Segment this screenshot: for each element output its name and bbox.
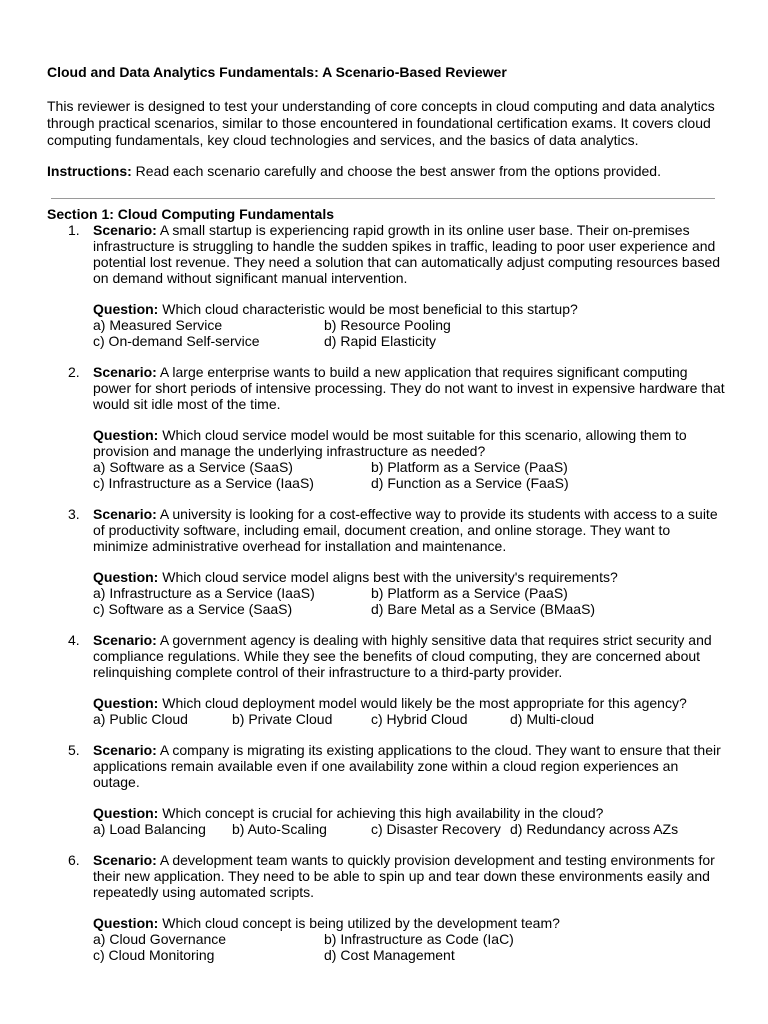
scenario-body: A company is migrating its existing applications to the cloud. They want to ensure that their applications remain available even if one availability zone within a cloud region experiences an outage.: [93, 742, 721, 790]
answer-option: d) Multi-cloud: [510, 711, 595, 727]
answer-option: b) Infrastructure as Code (IaC): [324, 931, 514, 947]
question-body: Which cloud deployment model would likely be the most appropriate for this agency?: [158, 695, 687, 711]
scenario-text: [93, 852, 727, 900]
question-label: Question:: [93, 915, 159, 931]
answer-option: c) Cloud Monitoring: [93, 947, 215, 963]
answer-option: a) Infrastructure as a Service (IaaS): [93, 585, 315, 601]
answer-options: [93, 585, 727, 617]
question-list: [47, 222, 727, 963]
answer-option: a) Load Balancing: [93, 821, 206, 837]
scenario-label: Scenario:: [93, 852, 157, 868]
question-body: Which concept is crucial for achieving this high availability in the cloud?: [158, 805, 604, 821]
answer-option: b) Private Cloud: [232, 711, 333, 727]
answer-option: b) Platform as a Service (PaaS): [371, 459, 568, 475]
scenario-label: Scenario:: [93, 506, 157, 522]
question-label: Question:: [93, 805, 159, 821]
scenario-label: Scenario:: [93, 632, 157, 648]
answer-option: d) Bare Metal as a Service (BMaaS): [371, 601, 596, 617]
section-title: Section 1: Cloud Computing Fundamentals: [47, 206, 334, 222]
scenario-label: Scenario:: [93, 222, 157, 238]
scenario-body: A development team wants to quickly provision development and testing environments for their new application. They need to be able to spin up and tear down these environments easily and repeatedly using automated scripts.: [93, 852, 715, 900]
question-item: [47, 222, 727, 349]
answer-options: [93, 711, 727, 727]
question-text: [93, 301, 727, 317]
question-item: [47, 742, 727, 837]
question-label: Question:: [93, 569, 159, 585]
scenario-label: Scenario:: [93, 364, 157, 380]
question-number: 6.: [68, 852, 80, 868]
answer-option: c) Hybrid Cloud: [371, 711, 468, 727]
answer-option: a) Software as a Service (SaaS): [93, 459, 293, 475]
question-body: Which cloud service model would be most suitable for this scenario, allowing them to provision and manage the underlying infrastructure as needed?: [93, 427, 687, 459]
scenario-label: Scenario:: [93, 742, 157, 758]
answer-options: [93, 459, 727, 491]
question-number: 2.: [68, 364, 80, 380]
answer-options: [93, 931, 727, 963]
answer-options: [93, 821, 727, 837]
question-text: [93, 805, 727, 821]
question-item: [47, 364, 727, 491]
instructions-text: Read each scenario carefully and choose the best answer from the options provided.: [131, 163, 661, 179]
question-text: [93, 915, 727, 931]
question-text: [93, 569, 727, 585]
scenario-body: A government agency is dealing with highly sensitive data that requires strict security and compliance regulations. While they see the benefits of cloud computing, they are concerned about relinquishing complete control of their infrastructure to a third-party provider.: [93, 632, 712, 680]
question-body: Which cloud service model aligns best with the university's requirements?: [158, 569, 618, 585]
answer-option: a) Measured Service: [93, 317, 223, 333]
answer-option: a) Public Cloud: [93, 711, 188, 727]
scenario-text: [93, 632, 727, 680]
answer-option: c) On-demand Self-service: [93, 333, 260, 349]
scenario-body: A university is looking for a cost-effective way to provide its students with access to a suite of productivity software, including email, document creation, and online storage. They want to minimize administrative overhead for installation and maintenance.: [93, 506, 718, 554]
scenario-text: [93, 364, 727, 412]
answer-option: b) Resource Pooling: [324, 317, 451, 333]
answer-option: d) Function as a Service (FaaS): [371, 475, 569, 491]
answer-option: b) Platform as a Service (PaaS): [371, 585, 568, 601]
answer-option: d) Redundancy across AZs: [510, 821, 679, 837]
answer-option: c) Infrastructure as a Service (IaaS): [93, 475, 314, 491]
question-number: 1.: [68, 222, 80, 238]
answer-options: [93, 317, 727, 349]
question-number: 4.: [68, 632, 80, 648]
question-text: [93, 695, 727, 711]
question-label: Question:: [93, 301, 159, 317]
question-number: 3.: [68, 506, 80, 522]
answer-option: d) Cost Management: [324, 947, 455, 963]
question-body: Which cloud concept is being utilized by the development team?: [158, 915, 560, 931]
document-page: [47, 64, 727, 978]
instructions-label: Instructions:: [47, 163, 132, 179]
question-label: Question:: [93, 695, 159, 711]
scenario-body: A large enterprise wants to build a new application that requires significant computing power for short periods of intensive processing. They do not want to invest in expensive hardware that would sit idle most of the time.: [93, 364, 725, 412]
question-text: [93, 427, 727, 459]
intro-paragraph: This reviewer is designed to test your understanding of core concepts in cloud computing and data analytics through practical scenarios, similar to those encountered in foundational certification exams. It covers cloud computing fundamentals, key cloud technologies and services, and the basics of data analytics.: [47, 98, 715, 148]
scenario-body: A small startup is experiencing rapid growth in its online user base. Their on-premises infrastructure is struggling to handle the sudden spikes in traffic, leading to poor user experience and potential lost revenue. They need a solution that can automatically adjust computing resources based on demand without significant manual intervention.: [93, 222, 721, 286]
question-item: [47, 632, 727, 727]
scenario-text: [93, 506, 727, 554]
question-item: [47, 852, 727, 963]
question-label: Question:: [93, 427, 159, 443]
scenario-text: [93, 742, 727, 790]
document-title: Cloud and Data Analytics Fundamentals: A Scenario-Based Reviewer: [47, 64, 507, 80]
instructions-paragraph: [47, 163, 727, 179]
question-item: [47, 506, 727, 617]
answer-option: c) Software as a Service (SaaS): [93, 601, 293, 617]
answer-option: b) Auto-Scaling: [232, 821, 327, 837]
answer-option: c) Disaster Recovery: [371, 821, 501, 837]
scenario-text: [93, 222, 727, 286]
answer-option: a) Cloud Governance: [93, 931, 227, 947]
answer-option: d) Rapid Elasticity: [324, 333, 437, 349]
question-number: 5.: [68, 742, 80, 758]
question-body: Which cloud characteristic would be most beneficial to this startup?: [158, 301, 578, 317]
section-divider: [51, 198, 715, 199]
